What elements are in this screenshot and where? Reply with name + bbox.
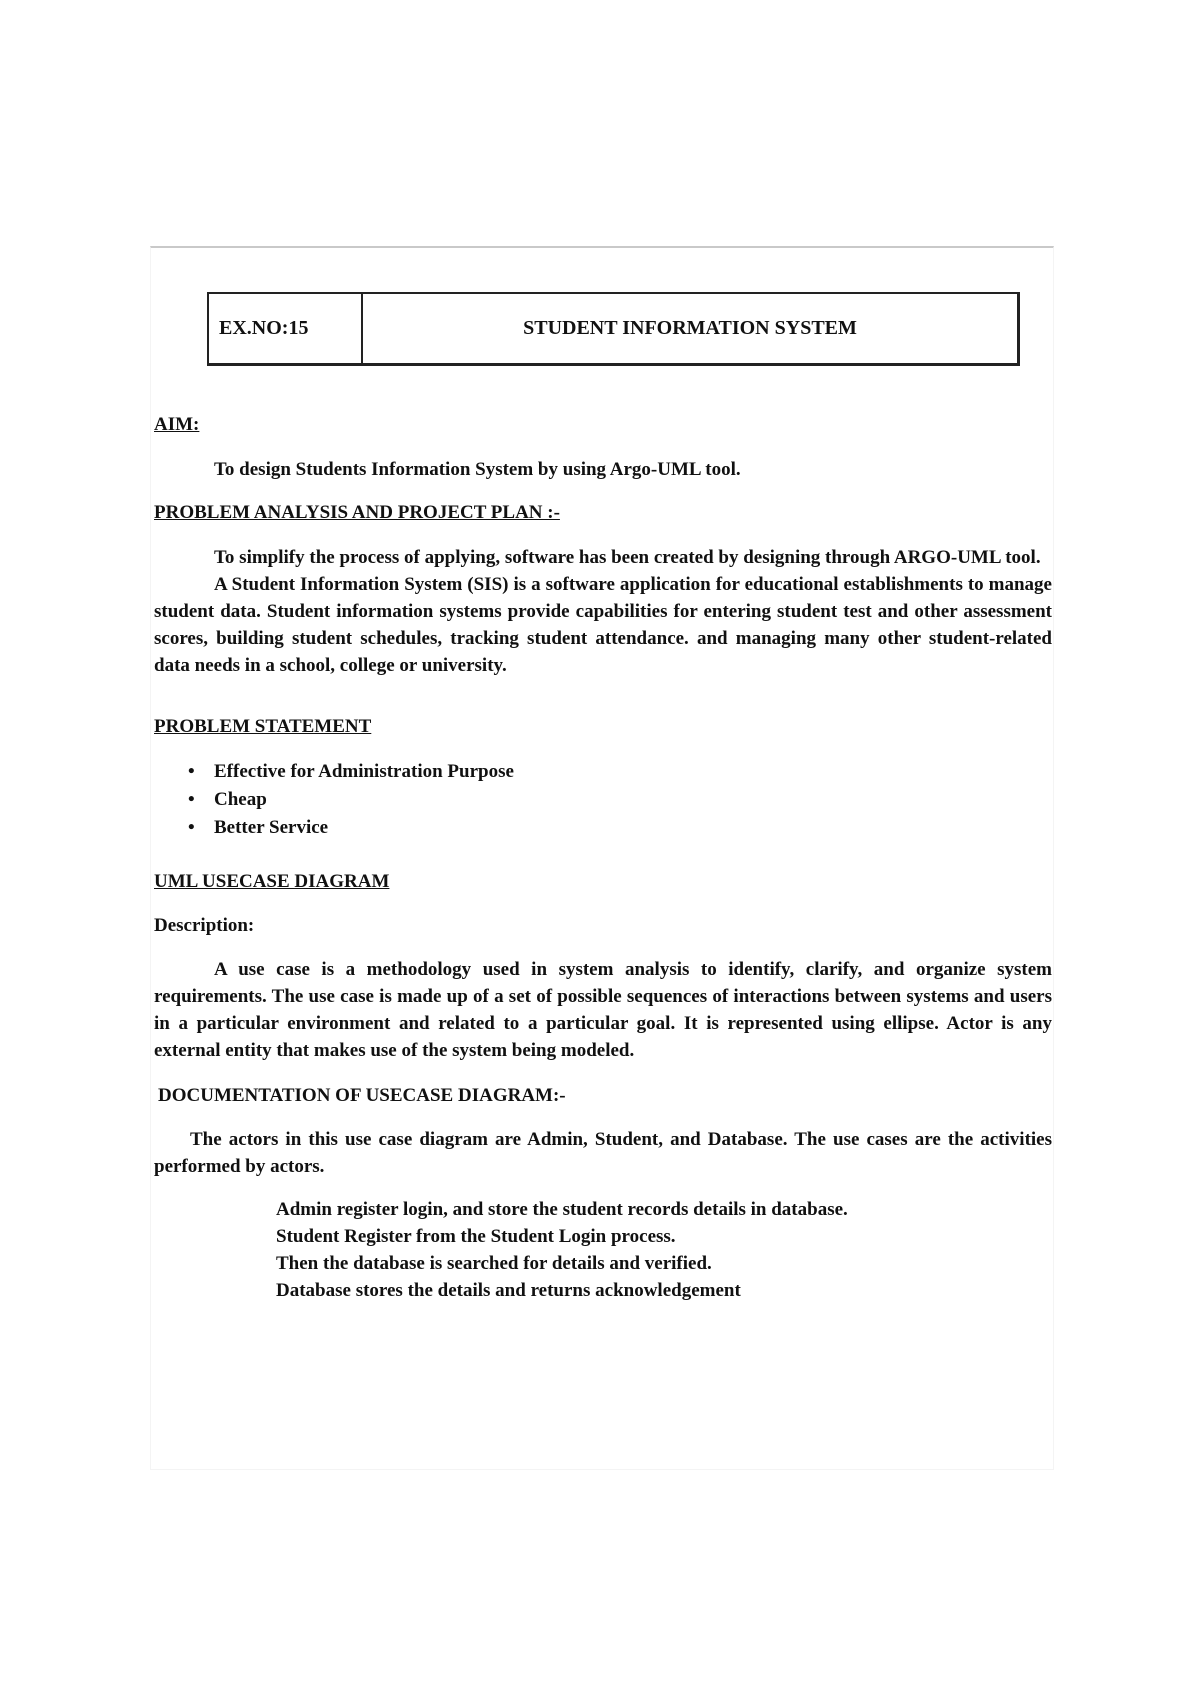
problem-statement-section (154, 713, 1052, 740)
usecase-description-label-block (154, 912, 1052, 939)
list-item-text: Effective for Administration Purpose (214, 761, 514, 782)
description-label: Description: (154, 915, 255, 936)
documentation-line: Database stores the details and returns acknowledgement (276, 1280, 741, 1301)
documentation-line: Then the database is searched for details and verified. (276, 1253, 712, 1274)
bullet-icon: • (188, 817, 195, 838)
aim-section (154, 411, 1052, 438)
documentation-line: Student Register from the Student Login process. (276, 1226, 676, 1247)
documentation-line: Admin register login, and store the student records details in database. (276, 1199, 848, 1220)
problem-statement-list (154, 758, 1052, 842)
list-item-text: Better Service (214, 817, 329, 838)
problem-analysis-paragraph-2: A Student Information System (SIS) is a software application for educational establishments to manage student data. Student information systems provide capabilities for entering student test and other assessment scores, building student schedules, tracking student attendance. and managing many other student-related data needs in a school, college or university. (154, 574, 1052, 676)
documentation-intro: The actors in this use case diagram are Admin, Student, and Database. The use cases are the activities performed by actors. (154, 1129, 1052, 1177)
list-item-text: Cheap (214, 789, 267, 810)
usecase-heading: UML USECASE DIAGRAM (154, 871, 390, 892)
problem-statement-list-block (154, 758, 1052, 842)
aim-text-block (154, 456, 1052, 483)
problem-analysis-heading: PROBLEM ANALYSIS AND PROJECT PLAN :- (154, 502, 560, 523)
list-item (154, 786, 1052, 814)
problem-analysis-paragraph-1: To simplify the process of applying, software has been created by designing through ARGO-UML tool. (214, 547, 1041, 568)
exercise-number: EX.NO:15 (209, 294, 363, 363)
documentation-lines (276, 1196, 1036, 1304)
problem-analysis-section (154, 499, 1052, 526)
usecase-description-text: A use case is a methodology used in system analysis to identify, clarify, and organize system requirements. The use case is made up of a set of possible sequences of interactions between systems and users in a particular environment and related to a particular goal. It is represented using ellipse. Actor is any external entity that makes use of the system being modeled. (154, 959, 1052, 1061)
aim-text: To design Students Information System by using Argo-UML tool. (214, 459, 741, 480)
documentation-heading: DOCUMENTATION OF USECASE DIAGRAM:- (158, 1085, 566, 1106)
problem-analysis-body (154, 544, 1052, 679)
aim-heading: AIM: (154, 414, 200, 435)
list-item (154, 814, 1052, 842)
problem-statement-heading: PROBLEM STATEMENT (154, 716, 372, 737)
usecase-section (154, 868, 1052, 895)
list-item (154, 758, 1052, 786)
bullet-icon: • (188, 789, 195, 810)
documentation-section (154, 1082, 1052, 1109)
usecase-description-block (154, 956, 1052, 1064)
document-title: STUDENT INFORMATION SYSTEM (523, 317, 857, 339)
header-table (207, 292, 1020, 366)
bullet-icon: • (188, 761, 195, 782)
documentation-intro-block (154, 1126, 1052, 1180)
